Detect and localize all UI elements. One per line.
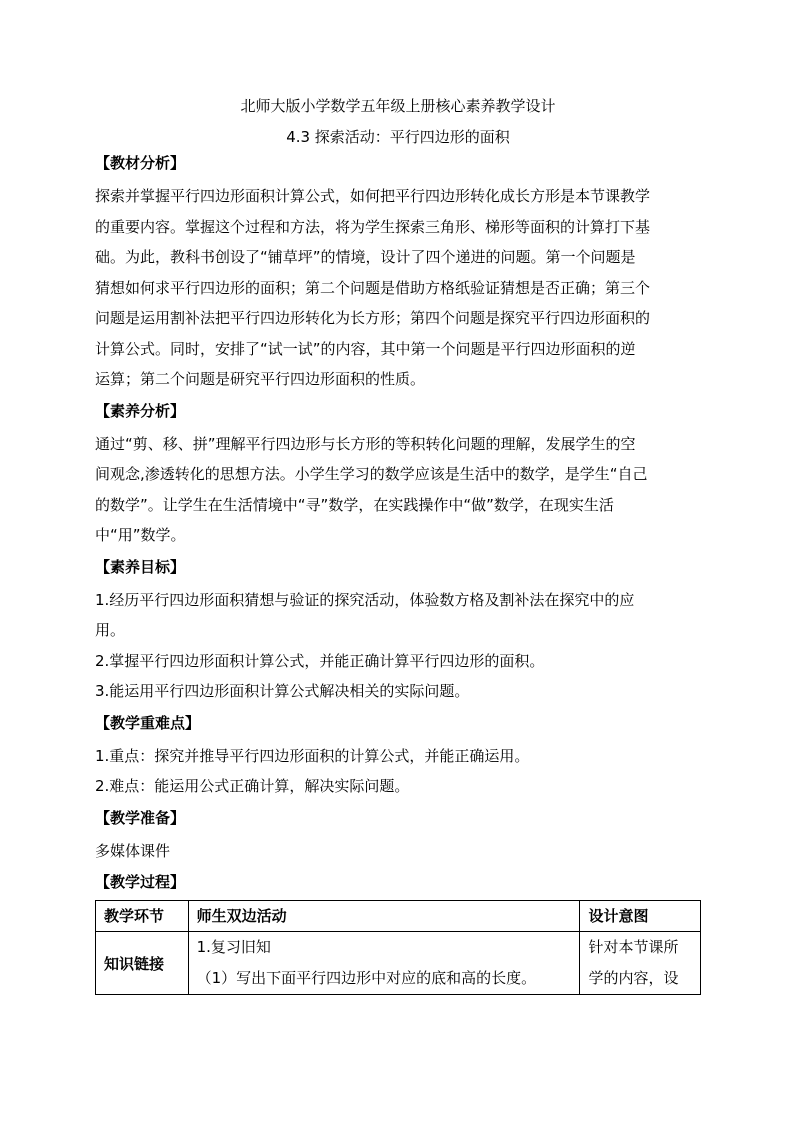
text-line: 间观念,渗透转化的思想方法。小学生学习的数学应该是生活中的数学，是学生“自己 xyxy=(95,465,648,483)
intent-cell xyxy=(580,932,701,995)
document-title: 北师大版小学数学五年级上册核心素养教学设计 xyxy=(240,97,556,115)
text-line: 运算；第二个问题是研究平行四边形面积的性质。 xyxy=(95,370,426,388)
table-row xyxy=(96,932,701,995)
section-process xyxy=(95,872,701,995)
text-line: 的重要内容。掌握这个过程和方法，将为学生探索三角形、梯形等面积的计算打下基 xyxy=(95,217,651,236)
section-preparation xyxy=(95,808,701,867)
text-line: 学的内容，设 xyxy=(588,969,679,987)
text-line: 1.复习旧知 xyxy=(196,938,271,956)
list-item: 2.难点：能运用公式正确计算，解决实际问题。 xyxy=(95,777,410,795)
section-heading: 【素养目标】 xyxy=(95,557,186,576)
text-line: 1.经历平行四边形面积猜想与验证的探究活动，体验数方格及割补法在探究中的应 xyxy=(95,590,635,609)
stage-cell: 知识链接 xyxy=(96,932,189,995)
text-line: 中“用”数学。 xyxy=(95,526,186,544)
section-heading: 【素养分析】 xyxy=(95,401,186,420)
document-subtitle: 4.3 探索活动：平行四边形的面积 xyxy=(286,128,510,146)
table-header-cell: 师生双边活动 xyxy=(188,901,580,932)
text-line: 针对本节课所 xyxy=(588,938,679,956)
list-item: 2.掌握平行四边形面积计算公式，并能正确计算平行四边形的面积。 xyxy=(95,651,545,670)
document-page xyxy=(95,96,701,997)
list-item: 1.重点：探究并推导平行四边形面积的计算公式，并能正确运用。 xyxy=(95,746,530,765)
text-line: 探索并掌握平行四边形面积计算公式，如何把平行四边形转化成长方形是本节课教学 xyxy=(95,187,651,205)
section-heading: 【教学准备】 xyxy=(95,808,186,827)
section-key-points xyxy=(95,713,701,802)
text-line: 问题是运用割补法把平行四边形转化为长方形；第四个问题是探究平行四边形面积的 xyxy=(95,309,651,327)
text-line: 计算公式。同时，安排了“试一试”的内容，其中第一个问题是平行四边形面积的逆 xyxy=(95,339,636,358)
table-header-cell: 设计意图 xyxy=(580,901,701,932)
process-table xyxy=(95,900,701,995)
section-literacy-analysis xyxy=(95,401,701,551)
text-line: 猜想如何求平行四边形的面积；第二个问题是借助方格纸验证猜想是否正确；第三个 xyxy=(95,278,651,297)
table-header-row xyxy=(96,901,701,932)
table-header-cell: 教学环节 xyxy=(96,901,189,932)
section-heading: 【教材分析】 xyxy=(95,154,186,172)
text-line: 础。为此，教科书创设了“铺草坪”的情境，设计了四个递进的问题。第一个问题是 xyxy=(95,248,636,266)
activity-cell xyxy=(188,932,580,995)
paragraph xyxy=(95,429,701,551)
text-line: 通过“剪、移、拼”理解平行四边形与长方形的等积转化问题的理解，发展学生的空 xyxy=(95,434,636,453)
section-heading: 【教学重难点】 xyxy=(95,713,201,732)
text-line: 用。 xyxy=(95,621,126,639)
paragraph xyxy=(95,181,701,395)
preparation-text: 多媒体课件 xyxy=(95,841,171,860)
text-line: （1）写出下面平行四边形中对应的底和高的长度。 xyxy=(196,969,537,987)
section-literacy-goals xyxy=(95,557,701,707)
list-item xyxy=(95,585,701,646)
section-textbook-analysis xyxy=(95,153,701,395)
list-item: 3.能运用平行四边形面积计算公式解决相关的实际问题。 xyxy=(95,682,470,700)
section-heading: 【教学过程】 xyxy=(95,873,186,891)
text-line: 的数学”。让学生在生活情境中“寻”数学，在实践操作中“做”数学，在现实生活 xyxy=(95,495,614,514)
